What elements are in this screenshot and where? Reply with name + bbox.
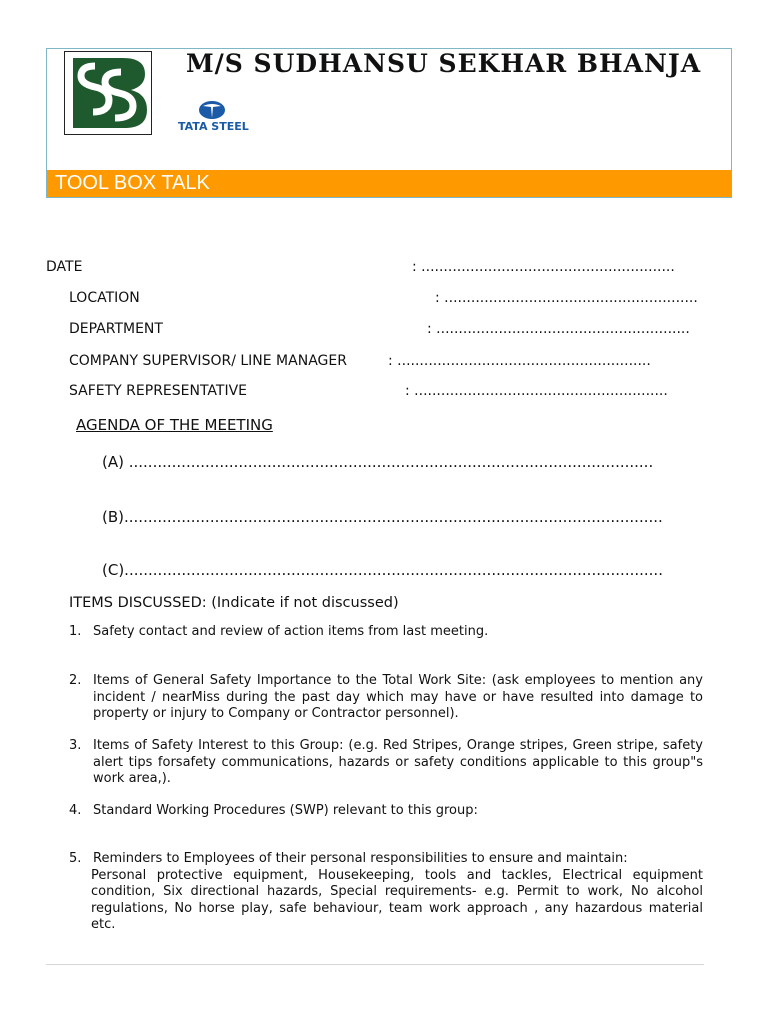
tata-steel-logo (178, 100, 258, 140)
field-value[interactable]: : ......................................................... (435, 290, 698, 306)
field-value[interactable]: : ......................................................... (405, 383, 668, 399)
agenda-line-c[interactable]: (C)................................................................................................................. (102, 561, 663, 579)
items-discussed-title: ITEMS DISCUSSED: (Indicate if not discussed) (69, 595, 399, 611)
item-text: Reminders to Employees of their personal responsibilities to ensure and maintain: (93, 851, 628, 866)
list-item (69, 738, 703, 788)
field-label: LOCATION (69, 290, 140, 306)
item-number: 3. (69, 738, 82, 753)
field-label: SAFETY REPRESENTATIVE (69, 383, 248, 399)
item-detail: Personal protective equipment, Housekeeping, tools and tackles, Electrical equipment condition, Six directional hazards, Special requirements- e.g. Permit to work, No alcohol regulations, No horse play, safe behaviour, team work approach , any hazardous material etc. (91, 867, 703, 932)
item-number: 2. (69, 673, 82, 688)
field-label: COMPANY SUPERVISOR/ LINE MANAGER (69, 353, 347, 369)
list-item (69, 803, 703, 820)
item-text: Standard Working Procedures (SWP) relevant to this group: (93, 803, 478, 818)
item-text: Items of General Safety Importance to the Total Work Site: (ask employees to mention any incident / nearMiss during the past day which may have or have resulted into damage to property or injury to Company or Contractor personnel). (93, 673, 703, 721)
item-text: Items of Safety Interest to this Group: (e.g. Red Stripes, Orange stripes, Green stripe, safety alert tips forsafety communications, hazards or safety conditions applicable to this group"s work area,). (93, 738, 703, 786)
list-item (69, 851, 703, 934)
list-item (69, 624, 703, 641)
tata-steel-text: TATA STEEL (178, 120, 249, 133)
company-name: M/S SUDHANSU SEKHAR BHANJA (186, 49, 702, 78)
field-value[interactable]: : ......................................................... (427, 321, 690, 337)
field-label: DEPARTMENT (69, 321, 163, 337)
agenda-line-b[interactable]: (B)................................................................................................................. (102, 508, 663, 526)
item-number: 5. (69, 851, 82, 866)
title-banner (47, 170, 731, 197)
field-value[interactable]: : ......................................................... (388, 353, 651, 369)
field-value[interactable]: : ......................................................... (412, 259, 675, 275)
item-number: 4. (69, 803, 82, 818)
field-label: DATE (46, 259, 83, 275)
tata-logo-icon (198, 100, 226, 120)
list-item (69, 673, 703, 723)
agenda-line-a[interactable]: (A) .............................................................................................................. (102, 453, 654, 471)
company-logo (64, 51, 152, 135)
banner-title: TOOL BOX TALK (55, 172, 210, 194)
ssb-logo-icon (65, 52, 151, 134)
footer-divider (46, 964, 704, 965)
item-number: 1. (69, 624, 82, 639)
item-text: Safety contact and review of action items from last meeting. (93, 624, 489, 639)
agenda-title: AGENDA OF THE MEETING (76, 416, 273, 434)
